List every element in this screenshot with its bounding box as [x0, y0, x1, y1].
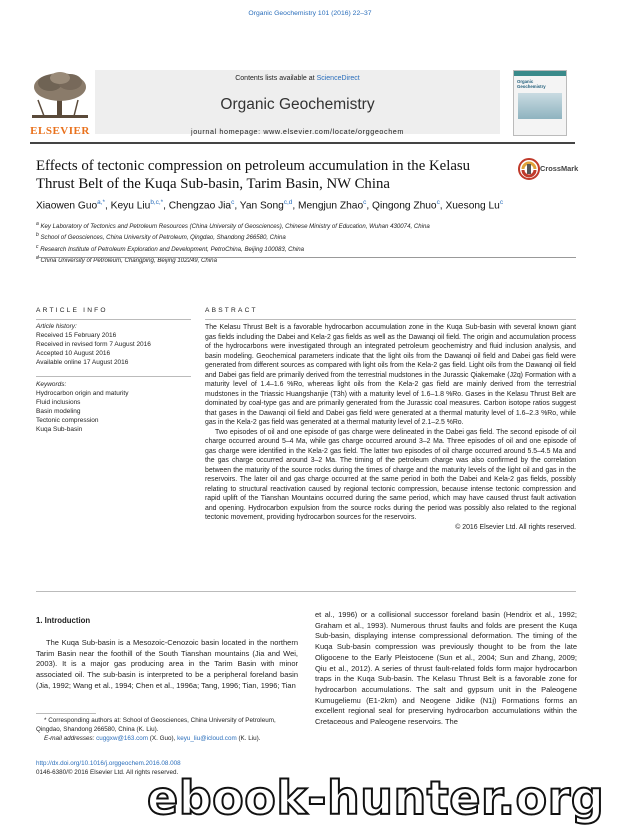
- corresponding-author-note: * Corresponding authors at: School of Geosciences, China University of Petroleum, Qingdao, Shandong 266580, China (K. Liu).: [36, 717, 276, 733]
- affiliation-mark: a: [36, 221, 39, 227]
- intro-right-paragraph: et al., 1996) or a collisional successor foreland basin (Hendrix et al., 1992; Graham et al., 1993). Numerous thrust faults and folds are present the Kuqa Sub-basin, displaying intense compressional deformation. The timing of the Kuqa Sub-basin compression was previously thought to be from the late Oligocene to the Early Pleistocene (Sun et al., 2004; Sun and Zhang, 2009; Qiu et al., 2012). A series of thrust fault-related folds form major hydrocarbon traps in the Kuqa Sub-basin. The Kelasu Thrust Belt is a favorable zone for hydrocarbon accumulations. The salt and gypsum unit in the Paleogene Kumugeliemu (E1-2km) and Neogene Jidike (N1j) Formations forms an excellent regional seal for preserving hydrocarbon accumulations within the Cretaceous and Paleogene reservoirs. The: [315, 610, 577, 727]
- keywords-list: [36, 390, 196, 435]
- introduction-heading: 1. Introduction: [36, 616, 91, 625]
- affiliation-rule: [36, 257, 576, 258]
- keywords-rule: [36, 376, 191, 377]
- affiliation-mark: d: [36, 254, 39, 261]
- author-separator: ,: [439, 200, 446, 212]
- cover-image: [518, 93, 562, 119]
- crossmark-label: CrossMark: [540, 164, 579, 173]
- author-name[interactable]: Qingong Zhuo: [372, 200, 437, 212]
- cover-title: [514, 76, 566, 89]
- author-affiliation-mark[interactable]: c: [231, 199, 235, 206]
- affiliation-text: China University of Petroleum, Changping, Beijing 102249, China: [38, 257, 217, 265]
- elsevier-tree-icon: [30, 70, 90, 120]
- sciencedirect-link[interactable]: ScienceDirect: [316, 75, 360, 82]
- contents-prefix: Contents lists available at: [235, 75, 317, 82]
- author-name[interactable]: Yan Song: [239, 200, 284, 212]
- author-name[interactable]: Xuesong Lu: [445, 200, 500, 212]
- abstract-bottom-rule: [36, 591, 576, 592]
- affiliation-list: [36, 220, 586, 265]
- elsevier-wordmark: ELSEVIER: [30, 125, 90, 137]
- email-note: [36, 735, 298, 744]
- watermark-text: ebook-hunter.org: [147, 771, 605, 825]
- abstract-paragraph-2: Two episodes of oil and one episode of gas charge were delineated in the Dabei gas field. The second episode of oil charge occurred around 5–4 Ma, while gas charge occurred around 3–2 Ma. Three episodes of oil and one episode of gas charge were identified in the Kela-2 gas field. The latter two episodes of oil charge occurred around 5.5–4.5 Ma and the gas charge occurred around 3–2 Ma. The timing of the petroleum charge was also confirmed by the correlation between the maturity of the source rocks during the times of charge and the maturity levels of the light oil and gas in the reservoirs. The later oil and gas charge occurred at the same period in both the Dabei and Kela-2 gas fields, possibly relating to structural reactivation caused by regional tectonic compression, because intense tectonic compression and rapid uplift of the Tianshan Mountains occurred during the same period, which may have caused thrust fault activation and opening. Hydrocarbon expulsion from the source rocks during the period was possibly also related to the regional tectonic movement, providing hydrocarbon sources for the reservoirs.: [205, 428, 576, 521]
- author-name[interactable]: Mengjun Zhao: [298, 200, 364, 212]
- author-list: [36, 199, 586, 211]
- email-owner-guo: (X. Guo),: [148, 734, 178, 742]
- article-history-block: [36, 323, 196, 368]
- keyword-item: Kuqa Sub-basin: [36, 425, 83, 433]
- article-info-heading: ARTICLE INFO: [36, 307, 108, 314]
- affiliation-mark: b: [36, 232, 39, 239]
- journal-homepage-line: [95, 127, 500, 136]
- footnotes: [36, 717, 298, 743]
- cover-title-line-1: Organic: [517, 79, 534, 84]
- affiliation-mark: c: [36, 243, 39, 250]
- article-title-line-2: Thrust Belt of the Kuqa Sub-basin, Tarim Basin, NW China: [36, 176, 390, 192]
- homepage-url[interactable]: www.elsevier.com/locate/orggeochem: [263, 127, 404, 136]
- keyword-item: Basin modeling: [36, 407, 81, 415]
- article-title-line-1: Effects of tectonic compression on petroleum accumulation in the Kelasu: [36, 158, 471, 174]
- author-separator: ,: [292, 200, 298, 212]
- contents-available-line: [95, 74, 500, 84]
- email-link-liu[interactable]: keyu_liu@icloud.com: [177, 734, 237, 742]
- article-history-item: Received in revised form 7 August 2016: [36, 340, 151, 348]
- affiliation-item: [36, 254, 586, 265]
- journal-reference[interactable]: Organic Geochemistry 101 (2016) 22–37: [248, 10, 372, 17]
- article-history-item: Accepted 10 August 2016: [36, 349, 111, 357]
- crossmark-icon: [518, 158, 540, 180]
- author-separator: ,: [234, 200, 240, 212]
- affiliation-item: [36, 231, 586, 242]
- intro-left-paragraph: The Kuqa Sub-basin is a Mesozoic-Cenozoic basin located in the northern Tarim Basin near the foothill of the South Tianshan mountains (Jia and Wei, 2003). It is a major gas producing area in the Tarim Basin with minor associated oil. The sub-basin is interpreted to be a peripheral foreland basin (Jia, 1992; Wang et al., 1994; Chen et al., 1996a; Tang, 1996; Tian, 1996; Tian: [36, 638, 298, 690]
- article-title: [36, 157, 506, 193]
- abstract-rule: [205, 319, 576, 320]
- author-affiliation-mark[interactable]: c: [436, 199, 440, 206]
- issn-line: 0146-6380/© 2016 Elsevier Ltd. All rights reserved.: [36, 769, 179, 776]
- article-history-item: Received 15 February 2016: [36, 331, 117, 339]
- article-history-list: [36, 332, 196, 368]
- cover-title-line-2: Geochemistry: [517, 84, 546, 89]
- author-affiliation-mark[interactable]: c,d: [283, 199, 293, 206]
- author-name[interactable]: Chengzao Jia: [168, 200, 232, 212]
- doi-link[interactable]: http://dx.doi.org/10.1016/j.orggeochem.2016.08.008: [36, 760, 181, 767]
- article-history-item: Available online 17 August 2016: [36, 358, 129, 366]
- abstract-copyright: © 2016 Elsevier Ltd. All rights reserved.: [455, 523, 576, 531]
- affiliation-text: School of Geosciences, China University of Petroleum, Qingdao, Shandong 266580, China: [38, 234, 286, 242]
- journal-cover-thumbnail[interactable]: [513, 70, 567, 136]
- author-name[interactable]: Xiaowen Guo: [36, 200, 98, 212]
- journal-title: Organic Geochemistry: [220, 96, 375, 113]
- keyword-item: Tectonic compression: [36, 416, 99, 424]
- crossmark-badge[interactable]: [518, 158, 578, 182]
- author-affiliation-mark[interactable]: c: [499, 199, 504, 206]
- author-affiliation-mark[interactable]: c: [363, 199, 367, 206]
- keywords-label: Keywords:: [36, 381, 67, 388]
- author-affiliation-mark[interactable]: a,*: [97, 199, 105, 206]
- affiliation-text: Key Laboratory of Tectonics and Petroleum Resources (China University of Geosciences), Chinese Ministry of Education, Wuhan 430074, China: [38, 223, 430, 231]
- footnote-rule: [36, 713, 96, 714]
- keyword-item: Fluid inclusions: [36, 398, 81, 406]
- email-owner-liu: (K. Liu).: [236, 734, 261, 742]
- author-separator: ,: [105, 200, 111, 212]
- abstract-paragraph-1: The Kelasu Thrust Belt is a favorable hydrocarbon accumulation zone in the Kuqa Sub-basin with several known giant gas fields including the Dabei and Kela-2 gas fields as well as the Dawanqi oil field. The origin and accumulation process of the hydrocarbons were investigated through an integrated petroleum geochemistry and fluid inclusion analysis, and basin modeling. Geochemical parameters indicate that the light oils from the Dawanqi oil field and Dabei gas field were generated from different sources as compared with light oils from the Kela-2 gas field. Light oils from the Dawanqi oil field and Dabei gas field are primarily derived from the terrestrial mudstones in the Jurassic Qiakemake (J2q) Formation with a maturity level of 1.4–1.6 %Ro, whereas light oils from the Kela-2 gas field are mainly derived from the terrestrial mudstones in the Triassic Huangshanjie (T3h) with a maturity level of 1.6–1.8 %Ro. Gases in the Kelasu Thrust Belt are dominated by coal-type gas and are primarily generated from the Jurassic coal measures. Carbon isotope ratios suggest that gases in the Dawanqi oil field and Dabei gas field were generated at a thermal maturity level of 1.6–2.3 %Ro, while gas in the Kela-2 gas field was generated at a thermal maturity level of 2.1–2.5 %Ro.: [205, 324, 576, 426]
- keyword-item: Hydrocarbon origin and maturity: [36, 389, 129, 397]
- abstract-heading: ABSTRACT: [205, 307, 258, 314]
- email-link-guo[interactable]: cuggxw@163.com: [96, 734, 149, 742]
- intro-left-column: [36, 638, 298, 692]
- author-separator: ,: [163, 200, 169, 212]
- author-affiliation-mark[interactable]: b,c,*: [150, 199, 164, 206]
- author-separator: ,: [366, 200, 373, 212]
- email-label: E-mail addresses:: [44, 734, 97, 742]
- elsevier-logo: [30, 70, 90, 137]
- header-rule: [30, 142, 575, 144]
- affiliation-text: Research Institute of Petroleum Exploration and Development, PetroChina, Beijing 100083, China: [38, 245, 305, 253]
- abstract-body: [205, 323, 576, 532]
- article-info-rule: [36, 319, 191, 320]
- affiliation-item: [36, 243, 586, 254]
- homepage-prefix: journal homepage:: [191, 127, 264, 136]
- article-history-label: Article history:: [36, 323, 77, 330]
- intro-right-column: [315, 610, 577, 728]
- affiliation-item: [36, 220, 586, 231]
- author-name[interactable]: Keyu Liu: [110, 200, 151, 212]
- keywords-block: [36, 381, 196, 434]
